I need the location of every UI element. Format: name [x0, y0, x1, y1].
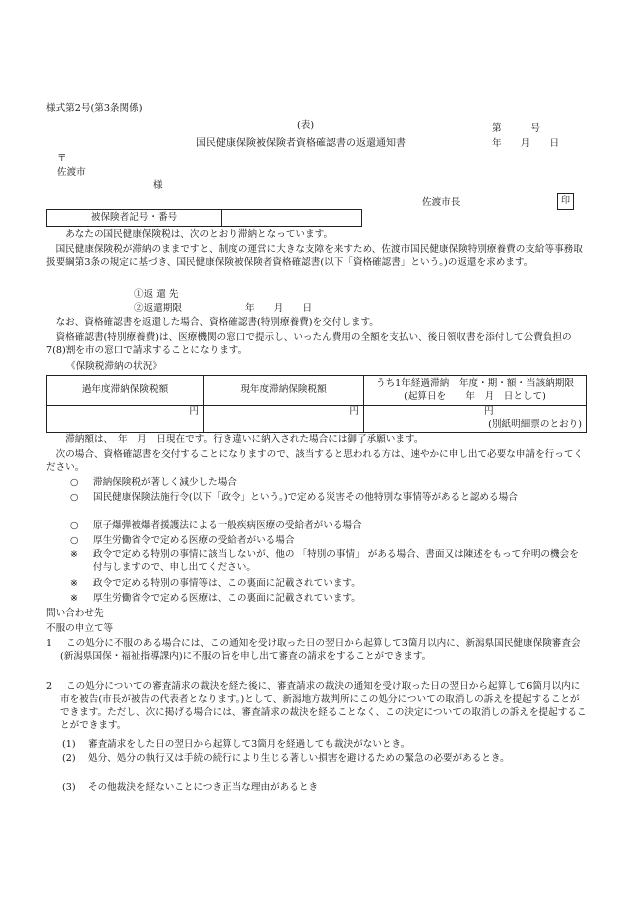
form-number: 様式第2号(第3条関係) [46, 103, 143, 114]
arrears-col-overdue-line2: (起算日を 年 月 日として) [404, 390, 546, 402]
arrears-value-overdue [364, 406, 587, 433]
condition-mark: ○ [70, 492, 79, 503]
appeal-number: 2 [46, 681, 53, 692]
body-paragraph-4: 資格確認書(特別療養費)は、医療機関の窓口で提示し、いったん費用の全額を支払い、後日領収書を添付して公費負担の7(8)割を市の窓口で請求することになります。 [46, 332, 572, 356]
arrears-value-overdue-yen: 円 [484, 406, 494, 417]
note-item: 政令で定める特別の事情に該当しないが、他の 「特別の事情」 がある場合、書面又は陳述をもって弁明の機会を付与しますので、申し出てください。 [93, 549, 579, 573]
note-mark: ※ [70, 549, 79, 560]
appeal-heading: 不服の申立て等 [46, 623, 114, 634]
return-deadline: ②返還期限 [134, 303, 182, 314]
condition-item: 滞納保険税が著しく減少した場合 [93, 477, 237, 488]
addressee-suffix: 様 [153, 180, 163, 191]
arrears-heading: 《保険税滞納の状況》 [66, 361, 162, 372]
arrears-table [46, 375, 587, 433]
postal-mark: 〒 [57, 153, 67, 164]
return-deadline-date: 年 月 日 [245, 303, 313, 314]
body-paragraph-2: 国民健康保険税が滞納のままですと、制度の運営に大きな支障を来すため、佐渡市国民健康保険特別療養費の支給等事務取扱要綱第3条の規定に基づき、国民健康保険被保険者資格確認書(以下「資格確認書」という。)の返還を求めます。 [46, 244, 583, 268]
condition-mark: ○ [70, 477, 79, 488]
note-mark: ※ [70, 578, 79, 589]
appeal-subitem: その他裁決を経ないことにつき正当な理由があるとき [88, 782, 319, 793]
after-table-paragraph-2: 次の場合、資格確認書を交付することになりますので、該当すると思われる方は、速やかに申し出て必要な申請を行ってください。 [46, 449, 584, 473]
insured-number-table [46, 209, 362, 227]
arrears-value-current: 円 [204, 406, 364, 433]
appeal-number: 1 [46, 638, 53, 649]
condition-mark: ○ [70, 520, 79, 531]
note-mark: ※ [70, 593, 79, 604]
arrears-col-current: 現年度滞納保険税額 [204, 376, 364, 406]
inquiry-label: 問い合わせ先 [46, 608, 104, 619]
body-paragraph-1: あなたの国民健康保険税は、次のとおり滞納となっています。 [65, 229, 334, 240]
arrears-detail-note: (別紙明細票のとおり) [488, 418, 582, 430]
appeal-subitem-number: (2) [62, 753, 76, 764]
appeal-subitem: 処分、処分の執行又は手続の続行により生じる著しい損害を避けるための緊急の必要があるとき。 [88, 753, 510, 764]
arrears-col-overdue [364, 376, 587, 406]
note-item: 厚生労働省令で定める医療は、この裏面に記載されています。 [93, 593, 361, 604]
after-table-paragraph-1: 滞納額は、 年 月 日現在です。行き違いに納入された場合には御了承願います。 [65, 434, 424, 445]
appeal-subitem-number: (3) [62, 782, 76, 793]
address: 佐渡市 [57, 167, 86, 178]
appeal-subitem: 審査請求をした日の翌日から起算して3箇月を経過しても裁決がないとき。 [88, 739, 411, 750]
body-paragraph-3: なお、資格確認書を返還した場合、資格確認書(特別療養費)を交付します。 [55, 317, 379, 328]
condition-item: 原子爆弾被爆者援護法による一般疾病医療の受給者がいる場合 [93, 520, 362, 531]
document-date: 年 月 日 [492, 138, 560, 149]
seal-stamp: 印 [557, 193, 574, 210]
appeal-item: この処分に不服のある場合には、この通知を受け取った日の翌日から起算して3箇月以内に、新潟県国民健康保険審査会(新潟県国保・福祉指導課内)に不服の旨を申し出て審査の請求をすることができます。 [60, 638, 581, 662]
appeal-item: この処分についての審査請求の裁決を経た後に、審査請求の裁決の通知を受け取った日の翌日から起算して6箇月以内に市を被告(市長が被告の代表者となります。)として、新潟地方裁判所にこの処分についての取消しの訴えを提起することができます。ただし、次に掲げる場合には、審査請求の裁決を経ることなく、この決定についての取消しの訴えを提起することができます。 [60, 681, 587, 731]
document-title: 国民健康保険被保険者資格確認書の返還通知書 [196, 138, 406, 149]
appeal-subitem-number: (1) [62, 739, 76, 750]
note-item: 政令で定める特別の事情等は、この裏面に記載されています。 [93, 578, 361, 589]
arrears-col-overdue-line1: うち1年経過滞納 年度・期・額・当該納期限 [376, 378, 574, 390]
arrears-value-past: 円 [47, 406, 204, 433]
insured-value [222, 210, 362, 227]
front-label: (表) [297, 120, 315, 131]
condition-item: 国民健康保険法施行令(以下「政令」という。)で定める災害その他特別な事情等があると認める場合 [93, 492, 518, 503]
arrears-col-past: 過年度滞納保険税額 [47, 376, 204, 406]
document-number: 第 号 [492, 123, 540, 134]
condition-mark: ○ [70, 535, 79, 546]
return-destination: ①返 還 先 [134, 289, 179, 300]
condition-item: 厚生労働省令で定める医療の受給者がいる場合 [93, 535, 295, 546]
issuer: 佐渡市長 [422, 197, 461, 208]
insured-label: 被保険者記号・番号 [47, 210, 222, 227]
